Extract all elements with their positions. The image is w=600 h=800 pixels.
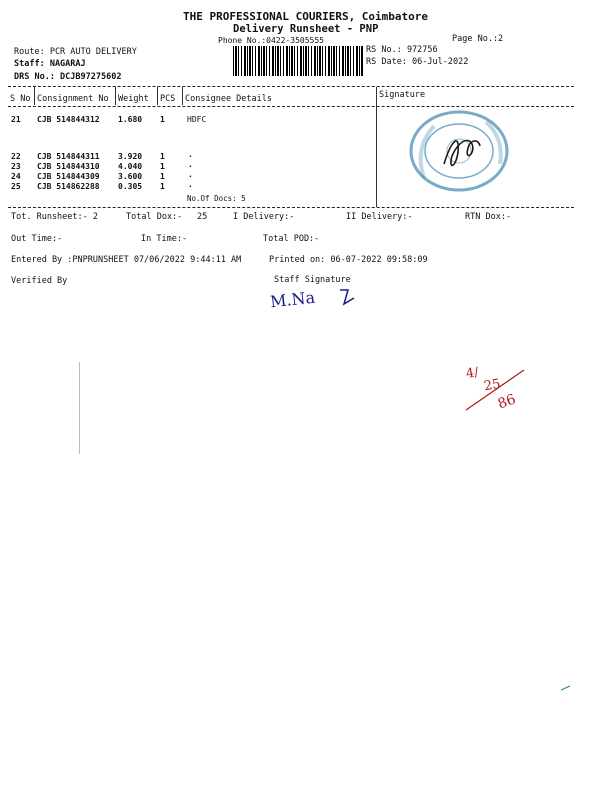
row-sno: 21 bbox=[11, 115, 21, 124]
row-pcs: 1 bbox=[160, 115, 165, 124]
row-weight: 3.920 bbox=[118, 152, 143, 161]
row-consignment: CJB 514844312 bbox=[37, 115, 100, 124]
col-header-consignment: Consignment No bbox=[37, 94, 109, 104]
row-pcs: 1 bbox=[160, 152, 165, 161]
row-pcs: 1 bbox=[160, 182, 165, 191]
rtn-dox: RTN Dox:- bbox=[465, 212, 512, 222]
row-sno: 24 bbox=[11, 172, 21, 181]
row-weight: 4.040 bbox=[118, 162, 143, 171]
staff-signature-label: Staff Signature bbox=[274, 275, 351, 285]
total-dox-label: Total Dox:- bbox=[126, 212, 183, 222]
tot-runsheet: Tot. Runsheet:- 2 bbox=[11, 212, 98, 222]
col-header-consignee: Consignee Details bbox=[185, 94, 272, 104]
verified-by: Verified By bbox=[11, 276, 68, 286]
rs-date: RS Date: 06-Jul-2022 bbox=[366, 57, 469, 67]
rs-number: RS No.: 972756 bbox=[366, 45, 438, 55]
row-consignment: CJB 514844309 bbox=[37, 172, 100, 181]
row-details: . bbox=[188, 160, 193, 169]
ii-delivery: II Delivery:- bbox=[346, 212, 413, 222]
staff-name: Staff: NAGARAJ bbox=[14, 59, 86, 69]
col-header-sno: S No bbox=[10, 94, 31, 104]
table-bottom-rule bbox=[8, 207, 574, 208]
row-sno: 23 bbox=[11, 162, 21, 171]
row-consignment: CJB 514844310 bbox=[37, 162, 100, 171]
row-pcs: 1 bbox=[160, 172, 165, 181]
entered-by: Entered By :PNPRUNSHEET 07/06/2022 9:44:11 AM bbox=[11, 255, 242, 265]
phone-number: Phone No.:0422-3505555 bbox=[218, 36, 324, 45]
row-sno: 25 bbox=[11, 182, 21, 191]
row-sno: 22 bbox=[11, 152, 21, 161]
row-pcs: 1 bbox=[160, 162, 165, 171]
drs-number: DRS No.: DCJB97275602 bbox=[14, 72, 122, 82]
handwritten-note-top: 4/ bbox=[464, 365, 480, 382]
in-time: In Time:- bbox=[141, 234, 188, 244]
row-details: . bbox=[188, 170, 193, 179]
row-weight: 0.305 bbox=[118, 182, 143, 191]
col-header-signature: Signature bbox=[379, 90, 426, 100]
handwritten-note-mid: 25 bbox=[482, 376, 502, 395]
col-header-weight: Weight bbox=[118, 94, 149, 104]
row-consignment: CJB 514862288 bbox=[37, 182, 100, 191]
route: Route: PCR AUTO DELIVERY bbox=[14, 47, 137, 57]
col-divider bbox=[157, 87, 158, 105]
total-dox-value: 25 bbox=[197, 212, 208, 222]
signature-scribble bbox=[438, 128, 484, 174]
row-weight: 1.680 bbox=[118, 115, 143, 124]
total-pod: Total POD:- bbox=[263, 234, 320, 244]
out-time: Out Time:- bbox=[11, 234, 63, 244]
scan-mark-line bbox=[79, 362, 80, 454]
handwritten-slash bbox=[462, 366, 528, 416]
no-of-docs: No.Of Docs: 5 bbox=[187, 194, 246, 203]
barcode bbox=[233, 46, 363, 76]
col-divider bbox=[115, 87, 116, 105]
signature-col-divider bbox=[376, 87, 377, 207]
col-header-pcs: PCS bbox=[160, 94, 176, 104]
row-weight: 3.600 bbox=[118, 172, 143, 181]
signature-flourish bbox=[336, 286, 360, 310]
row-details: HDFC bbox=[187, 115, 207, 124]
row-details: . bbox=[188, 180, 193, 189]
page-number: Page No.:2 bbox=[452, 34, 504, 44]
scan-speck bbox=[560, 684, 572, 692]
document-title: Delivery Runsheet - PNP bbox=[233, 23, 379, 35]
row-details: . bbox=[188, 150, 193, 159]
handwritten-note-bottom: 86 bbox=[495, 391, 519, 413]
staff-handwritten-signature: M.Na bbox=[269, 287, 316, 312]
col-divider bbox=[34, 87, 35, 105]
col-divider bbox=[182, 87, 183, 105]
table-header-rule bbox=[8, 106, 574, 107]
printed-on: Printed on: 06-07-2022 09:58:09 bbox=[269, 255, 428, 265]
company-name: THE PROFESSIONAL COURIERS, Coimbatore bbox=[183, 10, 429, 23]
row-consignment: CJB 514844311 bbox=[37, 152, 100, 161]
i-delivery: I Delivery:- bbox=[233, 212, 295, 222]
table-top-rule bbox=[8, 86, 574, 87]
